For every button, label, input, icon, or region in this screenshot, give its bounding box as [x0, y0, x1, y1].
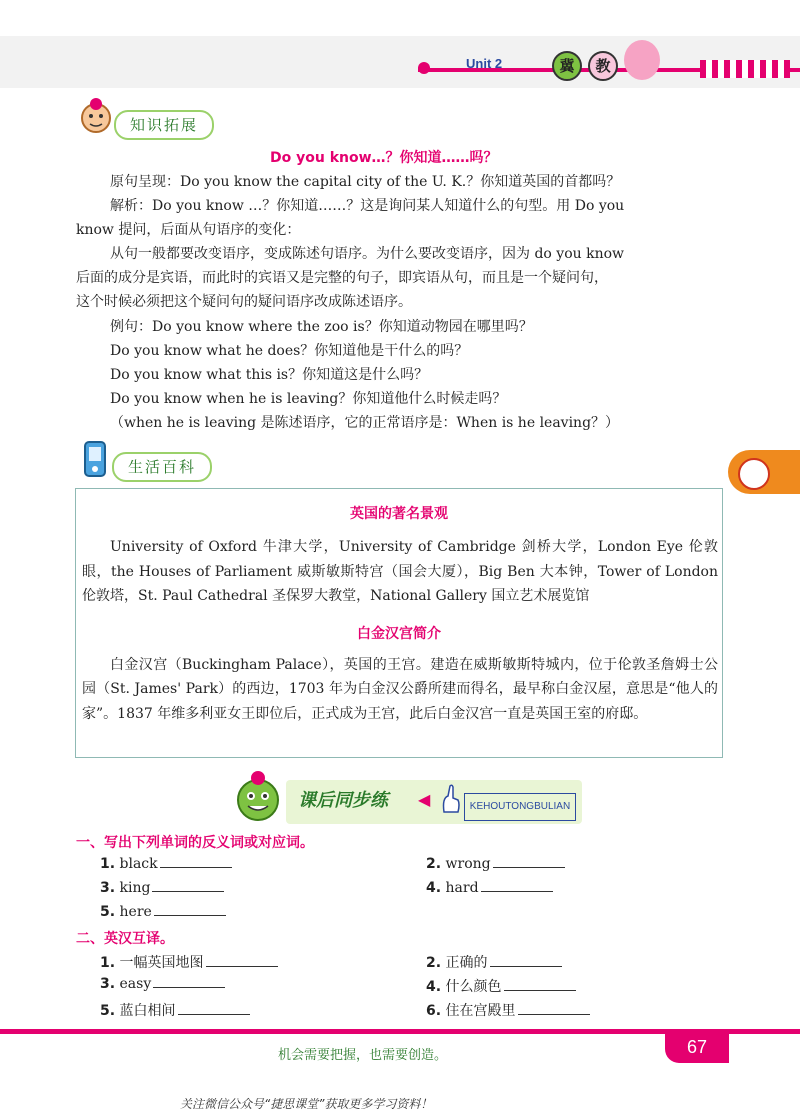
q1-item-1: 1. black — [100, 856, 232, 872]
q2-answer-4[interactable] — [504, 989, 576, 991]
knowledge-line-2: 解析：Do you know …？你知道……？这是询问某人知道什么的句型。用 Do you — [110, 198, 625, 214]
monkey-mascot-icon — [78, 96, 114, 138]
practice-tag: KEHOUTONGBULIAN — [464, 793, 576, 821]
q1-item-2: 2. wrong — [426, 856, 565, 872]
footer-note: 关注微信公众号“捷思课堂”获取更多学习资料！ — [180, 1097, 433, 1111]
life-info-box — [75, 488, 723, 758]
q1-answer-4[interactable] — [481, 890, 553, 892]
phone-mascot-icon — [80, 440, 110, 480]
knowledge-line-5: 后面的成分是宾语，而此时的宾语又是完整的句子，即宾语从句，而且是一个疑问句， — [76, 270, 608, 286]
q1-item-4: 4. hard — [426, 880, 553, 896]
q2-item-1: 1. 一幅英国地图 — [100, 952, 278, 972]
q2-item-4: 4. 什么颜色 — [426, 976, 576, 996]
header-dot-icon — [418, 62, 430, 74]
side-tab — [728, 450, 800, 494]
q1-heading: 一、写出下列单词的反义词或对应词。 — [76, 835, 314, 851]
knowledge-line-4: 从句一般都要改变语序，变成陈述句语序。为什么要改变语序，因为 do you know — [110, 246, 625, 262]
example-line-4: Do you know when he is leaving？你知道他什么时候走吗？ — [110, 391, 507, 407]
page-number: 67 — [665, 1031, 729, 1063]
q2-item-5: 5. 蓝白相间 — [100, 1000, 250, 1020]
q2-answer-3[interactable] — [153, 986, 225, 988]
q1-item-5: 5. here — [100, 904, 226, 920]
q1-answer-1[interactable] — [160, 866, 232, 868]
q2-answer-6[interactable] — [518, 1013, 590, 1015]
knowledge-line-3: know 提问，后面从句语序的变化： — [76, 222, 301, 238]
fox-face-icon — [738, 458, 770, 490]
knowledge-section-badge — [114, 110, 214, 140]
header-gray-strip — [0, 36, 800, 88]
arrow-left-icon: ◀ — [418, 790, 431, 809]
knowledge-heading: Do you know…？你知道……吗？ — [270, 150, 498, 166]
q2-heading: 二、英汉互译。 — [76, 931, 174, 947]
badge-jiao: 教 — [588, 51, 618, 81]
q2-answer-2[interactable] — [490, 965, 562, 967]
practice-title: 课后同步练 — [298, 790, 388, 811]
knowledge-section-title: 知识拓展 — [130, 116, 199, 134]
example-line-3: Do you know what this is？你知道这是什么吗？ — [110, 367, 429, 383]
q1-item-3: 3. king — [100, 880, 224, 896]
q1-answer-3[interactable] — [152, 890, 224, 892]
q2-item-2: 2. 正确的 — [426, 952, 562, 972]
life-section-title: 生活百科 — [128, 458, 197, 476]
unit-label: Unit 2 — [466, 56, 503, 71]
knowledge-line-1: 原句呈现：Do you know the capital city of the U. K.？你知道英国的首都吗？ — [110, 174, 621, 190]
q2-item-6: 6. 住在宫殿里 — [426, 1000, 590, 1020]
badge-ji: 冀 — [552, 51, 582, 81]
pointing-hand-icon — [440, 782, 462, 818]
palace-paragraph: 白金汉宫（Buckingham Palace），英国的王宫。建造在威斯敏斯特城内，位于伦敦圣詹姆士公园（St. James' Park）的西边，1703 年为白金汉公爵所建而得名，最早称白金汉屋，意思是“他人的家”。1837 年维多利亚女王即位后，正式成为王宫，此后白金汉宫一直是英国王室的府邸。 — [82, 656, 718, 722]
knowledge-line-6: 这个时候必须把这个疑问句的疑问语序改成陈述语序。 — [76, 294, 412, 310]
landmarks-heading: 英国的著名景观 — [350, 506, 448, 522]
footer-motto: 机会需要把握，也需要创造。 — [278, 1048, 448, 1063]
girl-mascot-icon — [624, 40, 660, 80]
q2-item-3: 3. easy — [100, 976, 225, 992]
q1-answer-5[interactable] — [154, 914, 226, 916]
palace-heading: 白金汉宫简介 — [357, 625, 441, 642]
green-monster-icon — [232, 770, 284, 822]
example-line-1: 例句：Do you know where the zoo is？你知道动物园在哪里吗？ — [110, 319, 533, 335]
q2-answer-5[interactable] — [178, 1013, 250, 1015]
example-line-2: Do you know what he does？你知道他是干什么的吗？ — [110, 343, 469, 359]
q2-answer-1[interactable] — [206, 965, 278, 967]
life-section-badge — [112, 452, 212, 482]
q1-answer-2[interactable] — [493, 866, 565, 868]
landmarks-paragraph: University of Oxford 牛津大学，University of Cambridge 剑桥大学，London Eye 伦敦眼，the Houses of Parliament 威斯敏斯特宫（国会大厦），Big Ben 大本钟，Tower of London 伦敦塔，St. Paul Cathedral 圣保罗大教堂，National Gallery 国立艺术展览馆 — [82, 539, 718, 604]
header-checker-pattern — [700, 60, 790, 78]
example-note: （when he is leaving 是陈述语序，它的正常语序是：When is he leaving？） — [110, 415, 620, 431]
